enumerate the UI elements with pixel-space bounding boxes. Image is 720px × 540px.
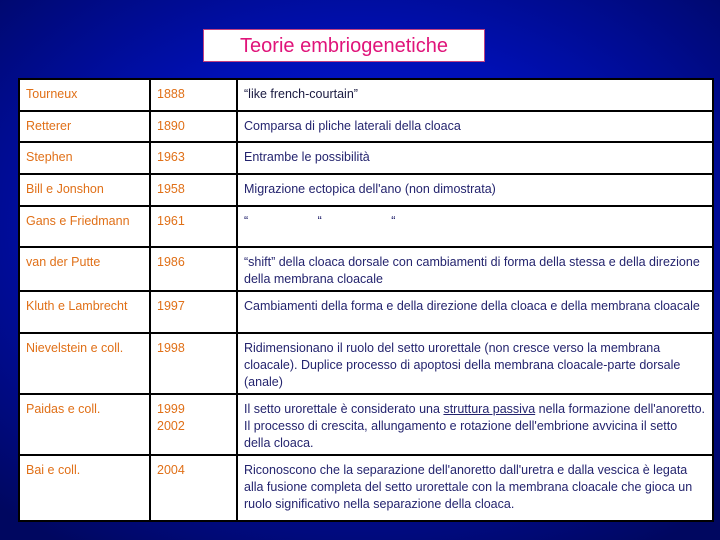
table-row [19, 291, 713, 333]
author-cell: Tourneux [19, 79, 150, 111]
slide-title: Teorie embriogenetiche [203, 29, 485, 62]
underlined-term: struttura passiva [443, 402, 536, 416]
year-cell: 1986 [150, 247, 237, 291]
year-cell: 1961 [150, 206, 237, 247]
year-cell: 1998 [150, 333, 237, 394]
author-cell: Stephen [19, 142, 150, 174]
description-text: Il setto urorettale è considerato una [244, 402, 444, 416]
author-cell: Gans e Friedmann [19, 206, 150, 247]
description-cell: “ “ “ [237, 206, 713, 247]
author-cell: Bill e Jonshon [19, 174, 150, 206]
year-cell: 1999 2002 [150, 394, 237, 455]
theories-table [18, 78, 714, 522]
table-row [19, 206, 713, 247]
description-cell: “shift” della cloaca dorsale con cambiamenti di forma della stessa e della direzione della membrana cloacale [237, 247, 713, 291]
table-row [19, 79, 713, 111]
author-cell: Paidas e coll. [19, 394, 150, 455]
table-row [19, 333, 713, 394]
year-cell: 1888 [150, 79, 237, 111]
description-cell: Migrazione ectopica dell'ano (non dimostrata) [237, 174, 713, 206]
table-row [19, 174, 713, 206]
year-cell: 1958 [150, 174, 237, 206]
description-cell: Comparsa di pliche laterali della cloaca [237, 111, 713, 142]
year-cell: 1963 [150, 142, 237, 174]
author-cell: Nievelstein e coll. [19, 333, 150, 394]
table-row [19, 111, 713, 142]
description-cell: Ridimensionano il ruolo del setto urorettale (non cresce verso la membrana cloacale). Duplice processo di apoptosi della membrana cloacale-parte dorsale (anale) [237, 333, 713, 394]
author-cell: van der Putte [19, 247, 150, 291]
author-cell: Kluth e Lambrecht [19, 291, 150, 333]
description-cell: “like french-courtain” [237, 79, 713, 111]
table-row [19, 142, 713, 174]
year-cell: 1997 [150, 291, 237, 333]
description-cell [237, 394, 713, 455]
author-cell: Bai e coll. [19, 455, 150, 521]
table-row [19, 455, 713, 521]
description-text: nella formazione dell'anoretto. Il processo di crescita, allungamento e rotazione dell'embrione avvicina il setto della cloaca. [244, 402, 706, 450]
author-cell: Retterer [19, 111, 150, 142]
description-cell: Entrambe le possibilità [237, 142, 713, 174]
year-cell: 1890 [150, 111, 237, 142]
year-cell: 2004 [150, 455, 237, 521]
table-row [19, 247, 713, 291]
description-cell: Riconoscono che la separazione dell'anoretto dall'uretra e dalla vescica è legata alla fusione completa del setto urorettale con la membrana cloacale che gioca un ruolo significativo nella separazione della cloaca. [237, 455, 713, 521]
table-row [19, 394, 713, 455]
description-cell: Cambiamenti della forma e della direzione della cloaca e della membrana cloacale [237, 291, 713, 333]
